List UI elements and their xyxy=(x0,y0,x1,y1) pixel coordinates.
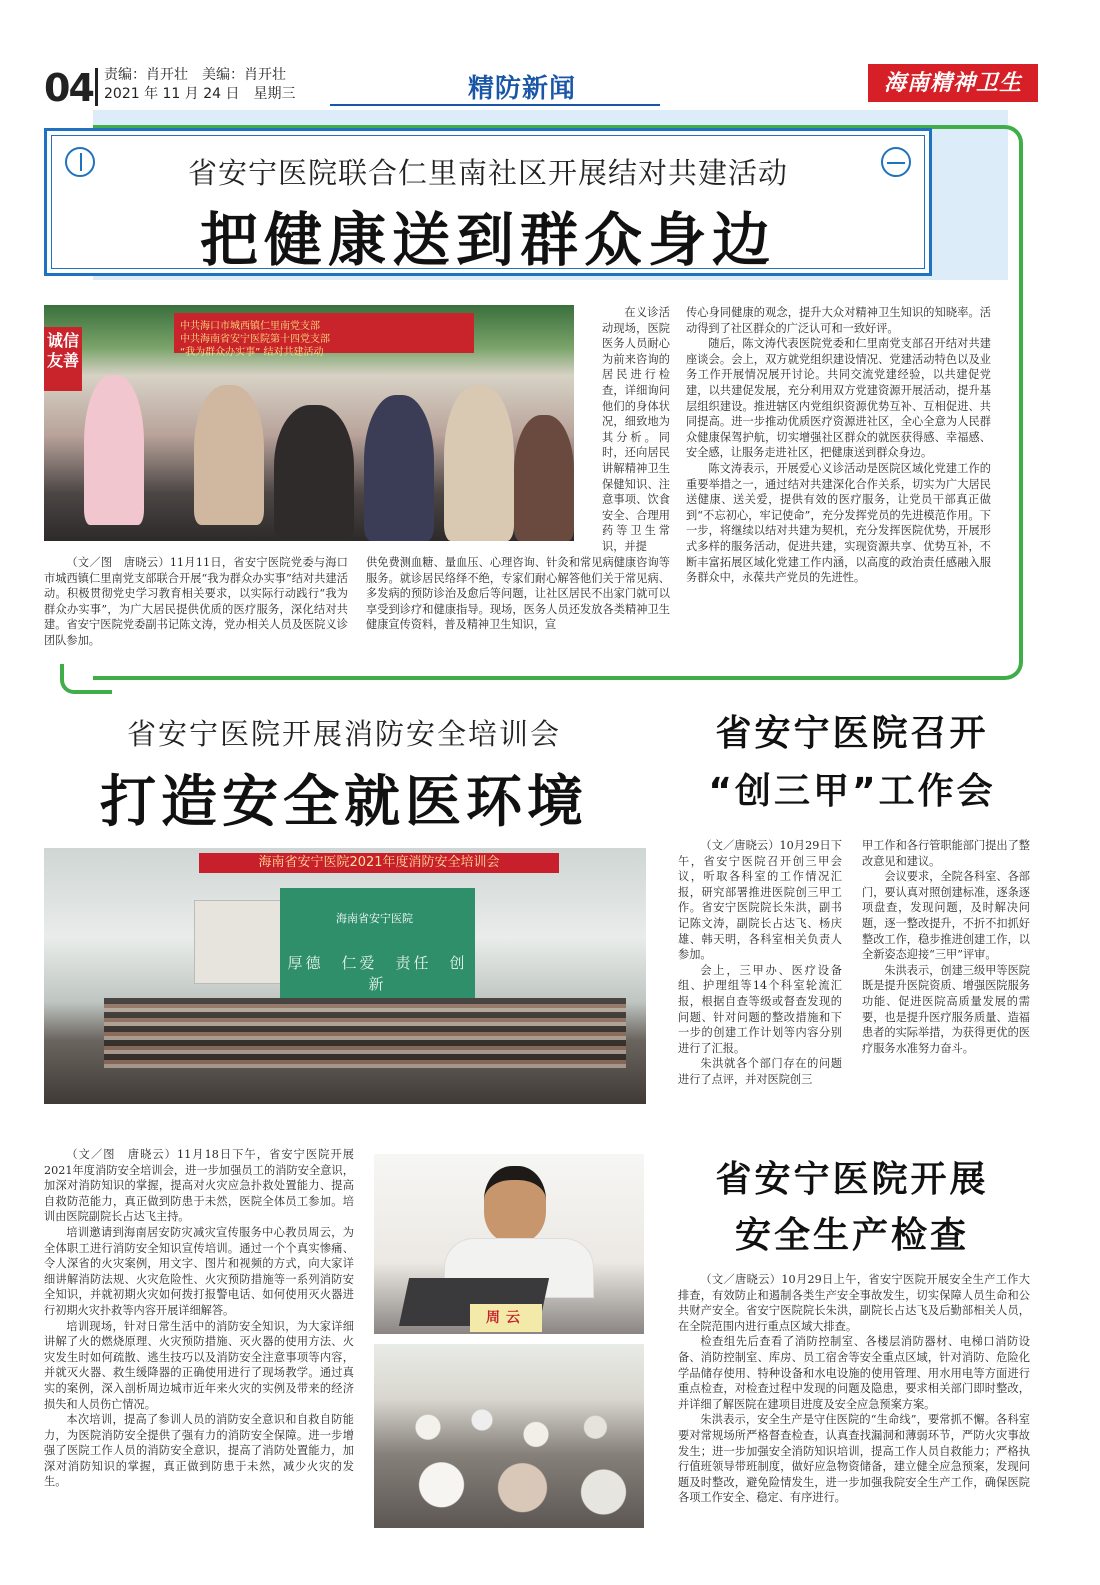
title-line: 省安宁医院开展 xyxy=(715,1159,989,1200)
paragraph: 会上，三甲办、医疗设备组、护理组等14个科室轮流汇报，根据自查等级或督查发现的问题、针对问题的整改措施和下一步的创建工作计划等内容分别进行了汇报。 xyxy=(678,963,842,1055)
header-divider xyxy=(95,68,98,106)
paragraph: （文／唐晓云）10月29日上午，省安宁医院开展安全生产工作大排查，有效防止和遏制各类生产安全事故发生，切实保障人员生命和公共财产安全。省安宁医院院长朱洪，副院长占达飞及后勤部相关人员，在全院范围内进行重点区域大排查。 xyxy=(678,1273,1030,1333)
article4-body xyxy=(678,1272,1030,1506)
paragraph: 供免费测血糖、量血压、心理咨询、针灸和常见病健康咨询等服务。就诊居民络绎不绝，专家们耐心解答他们关于常见病、多发病的预防诊治及愈后等问题，让社区居民不出家门就可以享受到诊疗和健康指导。现场，医务人员还发放各类精神卫生健康宣传资料，普及精神卫生知识，宣 xyxy=(366,556,670,632)
screen-motto: 厚德 仁爱 责任 创新 xyxy=(287,954,468,993)
article1-subtitle: 省安宁医院联合仁里南社区开展结对共建活动 xyxy=(187,156,788,190)
photo-figure xyxy=(514,415,574,541)
photo-figure xyxy=(364,395,434,541)
title-line: 安全生产检查 xyxy=(734,1215,969,1256)
issue-date: 2021 年 11 月 24 日 xyxy=(104,86,240,102)
article2-audience-photo xyxy=(374,1344,644,1528)
title-line: “创三甲”工作会 xyxy=(708,771,996,812)
photo-figure xyxy=(444,385,514,541)
paragraph: 传心身同健康的观念，提升大众对精神卫生知识的知晓率。活动得到了社区群众的广泛认可和一致好评。 xyxy=(686,306,991,335)
screen-name: 海南省安宁医院 xyxy=(336,912,413,925)
photo-side-screen xyxy=(194,900,282,984)
article2-photo xyxy=(44,848,646,1104)
paragraph: （文／唐晓云）10月29日下午，省安宁医院召开创三甲会议，听取各科室的工作情况汇报，研究部署推进医院创三甲工作。省安宁医院院长朱洪，副书记陈文涛，副院长占达飞、杨庆雄、韩天明，各科室相关负责人参加。 xyxy=(678,839,842,962)
paragraph: 会议要求，全院各科室、各部门，要认真对照创建标准，逐条逐项盘查，发现问题，及时解决问题，逐一整改提升，不折不扣抓好整改工作，稳步推进创建工作，以全新姿态迎接“三甲”评审。 xyxy=(862,870,1030,962)
page-number: 04 xyxy=(44,66,93,110)
paragraph: 朱洪表示，创建三级甲等医院既是提升医院资质、增强医院服务功能、促进医院高质量发展的需要，也是提升医疗服务质量、造福患者的实际举措，为获得更优的医疗服务水准努力奋斗。 xyxy=(862,963,1030,1055)
article2-subtitle: 省安宁医院开展消防安全培训会 xyxy=(126,717,561,751)
banner-line: 中共海口市城西镇仁里南党支部 xyxy=(180,321,320,332)
photo-crowd xyxy=(374,1384,644,1528)
photo-banner: 海南省安宁医院2021年度消防安全培训会 xyxy=(199,853,559,873)
issue-weekday: 星期三 xyxy=(253,86,296,102)
article2-body xyxy=(44,1147,354,1490)
article2-title: 打造安全就医环境 xyxy=(100,770,588,835)
article1-col2-wide xyxy=(366,555,670,633)
article4-title xyxy=(662,1152,1042,1264)
section-underline xyxy=(330,104,660,106)
article3-col-a xyxy=(678,838,842,1088)
paragraph: （文／图 唐晓云）11月11日，省安宁医院党委与海口市城西镇仁里南党支部联合开展“我为群众办实事”结对共建活动。积极贯彻党史学习教育相关要求，以实际行动践行“我为群众办实事”，为广大居民提供优质的医疗服务，深化结对共建。省安宁医院党委副书记陈文涛，党办相关人员及医院义诊团队参加。 xyxy=(44,556,348,647)
paragraph: 在义诊活动现场，医院医务人员耐心为前来咨询的居民进行检查，详细询问他们的身体状况，细致地为其分析。同时，还向居民讲解精神卫生保健知识、注意事项、饮食安全、合理用药等卫生常识，并提 xyxy=(602,306,670,553)
paragraph: 陈文涛表示，开展爱心义诊活动是医院区域化党建工作的重要举措之一，通过结对共建深化合作关系，切实为广大居民送健康、送关爱，提供有效的医疗服务，让党员干部真正做到“不忘初心，牢记使命”，充分发挥党员的先进模范作用。下一步，将继续以结对共建为契机，充分发挥医院优势，开展形式多样的服务活动，促进共建，实现资源共享、优势互补，不断丰富拓展区域化党建工作内涵，以高度的政治责任感融入服务群众中，永葆共产党员的先进性。 xyxy=(686,461,991,585)
banner-line: 中共海南省安宁医院第十四党支部 xyxy=(180,334,330,345)
paragraph: 朱洪表示，安全生产是守住医院的“生命线”，要常抓不懈。各科室要对常规场所严格督查检查，认真查找漏洞和薄弱环节，严防火灾事故发生；进一步加强安全消防知识培训，提高工作人员自救能力；严格执行值班领导带班制度，做好应急物资储备，建立健全应急预案，发现问题及时整改，避免险情发生，进一步加强我院安全生产工作，确保医院各项工作安全、稳定、有序进行。 xyxy=(678,1413,1030,1505)
article3-title xyxy=(662,705,1042,821)
section-title: 精防新闻 xyxy=(468,74,577,104)
masthead-logo: 海南精神卫生 xyxy=(868,64,1038,102)
photo-figure xyxy=(84,375,144,525)
photo-banner xyxy=(174,313,474,358)
paragraph: 培训现场，针对日常生活中的消防安全知识，为大家详细讲解了火的燃烧原理、火灾预防措施、灭火器的使用方法、火灾发生时如何疏散、逃生技巧以及消防安全注意事项等内容，并就灭火器、救生缓降器的正确使用进行了现场教学。通过真实的案例，深入剖析周边城市近年来火灾的实例及带来的经济损失和人员伤亡情况。 xyxy=(44,1319,354,1411)
photo-figure xyxy=(194,385,264,525)
article1-caption xyxy=(44,555,348,649)
photo-audience xyxy=(104,998,626,1068)
photo-sign: 诚信友善 xyxy=(44,327,82,391)
paragraph: 甲工作和各行管职能部门提出了整改意见和建议。 xyxy=(862,839,1030,868)
paragraph: 随后，陈文涛代表医院党委和仁里南党支部召开结对共建座谈会。会上，双方就党组织建设情况、党建活动特色以及业务工作开展情况展开讨论。共同交流党建经验，以共建促党建，以共建促发展，充分利用双方党建资源开展活动，提升基层组织建设。推进辖区内党组织资源优势互补、互相促进、共同提高。进一步推动优质医疗资源进社区，全心全意为人民群众健康保驾护航，切实增强社区群众的就医获得感、幸福感、安全感，让服务走进社区，把健康送到群众身边。 xyxy=(686,337,991,460)
page-header xyxy=(40,62,1040,108)
article1-photo xyxy=(44,305,574,541)
name-plate: 周云 xyxy=(470,1304,542,1332)
article3-col-b xyxy=(862,838,1030,1056)
article2-speaker-photo xyxy=(374,1154,644,1334)
article1-headline-box xyxy=(44,128,932,276)
article1-col3 xyxy=(686,305,991,586)
photo-figure xyxy=(274,405,354,541)
article1-frame-corner xyxy=(60,664,112,694)
photo-screen xyxy=(280,888,475,998)
header-meta xyxy=(104,66,310,104)
paragraph: 培训邀请到海南居安防灾减灾宣传服务中心教员周云，为全体职工进行消防安全知识宣传培训。通过一个个真实惨痛、令人深省的火灾案例，用文字、图片和视频的方式，向大家详细讲解消防法规、火灾危险性、火灾预防措施等一系列消防安全知识，并就初期火灾如何拨打报警电话、如何使用灭火器进行初期火灾扑救等内容开展详细解答。 xyxy=(44,1225,354,1317)
paragraph: 检查组先后查看了消防控制室、各楼层消防器材、电梯口消防设备、消防控制室、库房、员工宿舍等安全重点区域，针对消防、危险化学品储存使用、特种设备和水电设施的使用管理、用水用电等方面进行重点检查，对检查过程中发现的问题及隐患，要求相关部门即时整改，并详细了解医院在建项目进度及安全应急预案方案。 xyxy=(678,1335,1030,1411)
photo-figure xyxy=(484,1166,546,1242)
art-editor-credit: 美编：肖开壮 xyxy=(202,67,286,83)
article1-col2-narrow xyxy=(602,305,670,555)
banner-slogan: “我为群众办实事” 结对共建活动 xyxy=(180,347,324,358)
paragraph: 朱洪就各个部门存在的问题进行了点评，并对医院创三 xyxy=(678,1057,842,1086)
title-line: 省安宁医院召开 xyxy=(715,713,989,754)
paragraph: （文／图 唐晓云）11月18日下午，省安宁医院开展2021年度消防安全培训会，进一步加强员工的消防安全意识，加深对消防知识的掌握，提高对火灾应急扑救处置能力、提高自救防范能力，真正做到防患于未然，医院全体员工参加。培训由医院副院长占达飞主持。 xyxy=(44,1148,354,1224)
editor-credit: 责编：肖开壮 xyxy=(104,67,188,83)
article1-title: 把健康送到群众身边 xyxy=(199,206,776,274)
paragraph: 本次培训，提高了参训人员的消防安全意识和自救自防能力，为医院消防安全提供了强有力的消防安全保障。进一步增强了医院工作人员的消防安全意识，提高了消防处置能力，加深对消防知识的掌握，真正做到防患于未然，减少火灾的发生。 xyxy=(44,1413,354,1489)
